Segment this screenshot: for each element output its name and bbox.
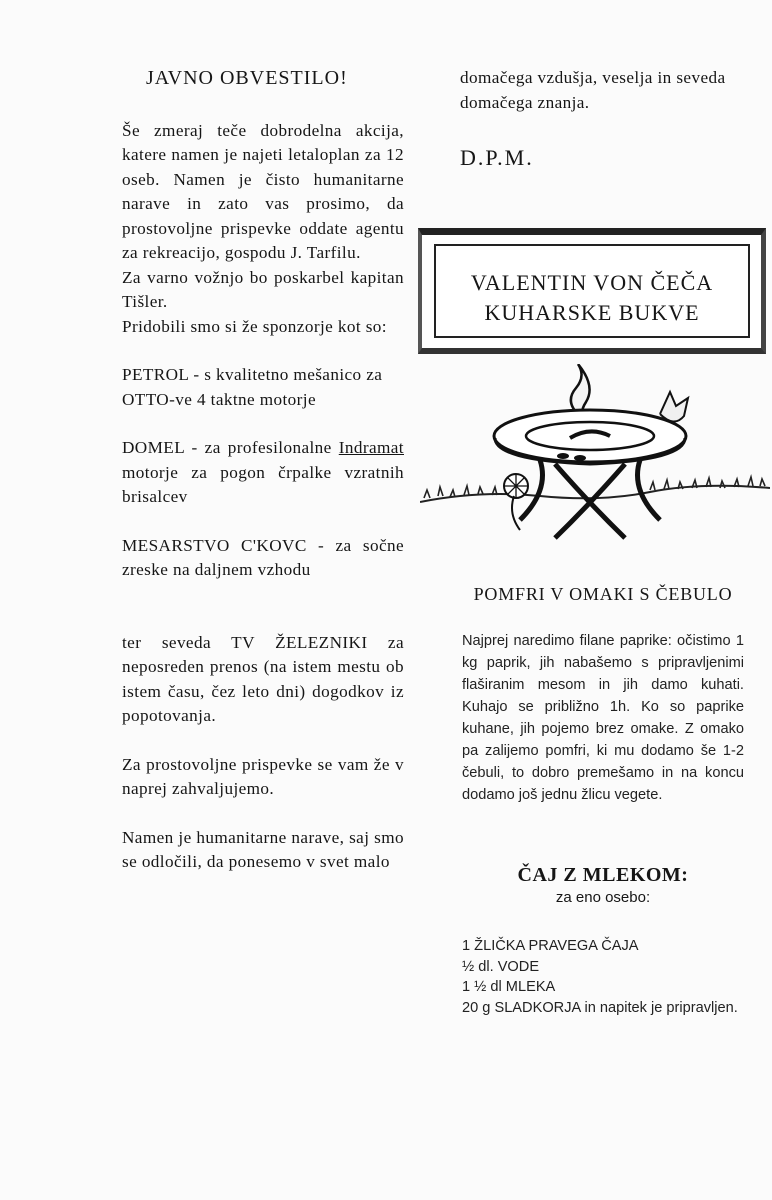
recipe-tea — [462, 864, 744, 906]
ingredient-line: 1 ½ dl MLEKA — [462, 979, 556, 995]
sponsor-tv: ter seveda TV ŽELEZNIKI za neposreden prenos (na istem mestu ob istem času, čez leto dni) dogodkov iz popotovanja. — [122, 632, 404, 725]
signature: D.P.M. — [460, 145, 534, 170]
left-column — [122, 66, 404, 899]
cookbook-banner — [418, 228, 766, 354]
notice-paragraph-1: Še zmeraj teče dobrodelna akcija, katere namen je najeti letaloplan za 12 oseb. Namen je čisto humanitarne narave in zato vas prosimo, da prostovoljne prispevke oddate agentu za rekreacijo, gospodu J. Tarfilu. Za varno vožnjo bo poskarbel kapitan Tišler. Pridobili smo si že sponzorje kot so: — [122, 120, 404, 336]
tea-ingredients — [462, 936, 744, 1018]
banner-line-1: VALENTIN VON ČEČA — [470, 270, 714, 295]
right-column — [460, 66, 742, 171]
sponsor-mesarstvo: MESARSTVO C'KOVC - za sočne zreske na daljnem vzhodu — [122, 535, 404, 579]
indramat-underlined: Indramat — [338, 438, 404, 457]
recipe-pomfri — [462, 582, 744, 806]
notice-title: JAVNO OBVESTILO! — [146, 67, 348, 89]
ingredient-line: 20 g SLADKORJA in napitek je pripravljen. — [462, 999, 738, 1016]
ingredient-line: 1 ŽLIČKA PRAVEGA ČAJA — [462, 938, 639, 954]
recipe-tea-title: ČAJ Z MLEKOM: — [517, 864, 689, 886]
thanks-paragraph: Za prostovoljne prispevke se vam že v naprej zahvaljujemo. — [122, 754, 404, 798]
sponsor-petrol: PETROL - s kvalitetno mešanico za OTTO-ve 4 taktne motorje — [122, 365, 383, 409]
recipe-tea-subtitle: za eno osebo: — [555, 889, 651, 906]
continued-text: domačega vzdušja, veselja in seveda domačega znanja. — [460, 68, 726, 112]
recipe-pomfri-body: Najprej naredimo filane paprike: očistimo 1 kg paprik, jih nabašemo s pripravljenimi flaširanim mesom in jih damo kuhati. Kuhajo se približno 1h. Ko so paprike kuhane, jih pojemo brez omake. Z omako pa zalijemo pomfri, ki mu dodamo še 1-2 čebuli, to dobro premešamo in na koncu dodamo još jednu žlicu vegete. — [462, 633, 744, 803]
ingredient-line: ½ dl. VODE — [462, 958, 540, 975]
recipe-pomfri-title: POMFRI V OMAKI S ČEBULO — [473, 584, 733, 604]
banner-line-2: KUHARSKE BUKVE — [484, 300, 700, 325]
cooking-pot-illustration — [420, 364, 770, 554]
closing-paragraph: Namen je humanitarne narave, saj smo se odločili, da ponesemo v svet malo — [122, 827, 404, 871]
sponsor-domel: DOMEL - za profesilonalne Indramat motorje za pogon črpalke vzratnih brisalcev — [122, 438, 404, 506]
